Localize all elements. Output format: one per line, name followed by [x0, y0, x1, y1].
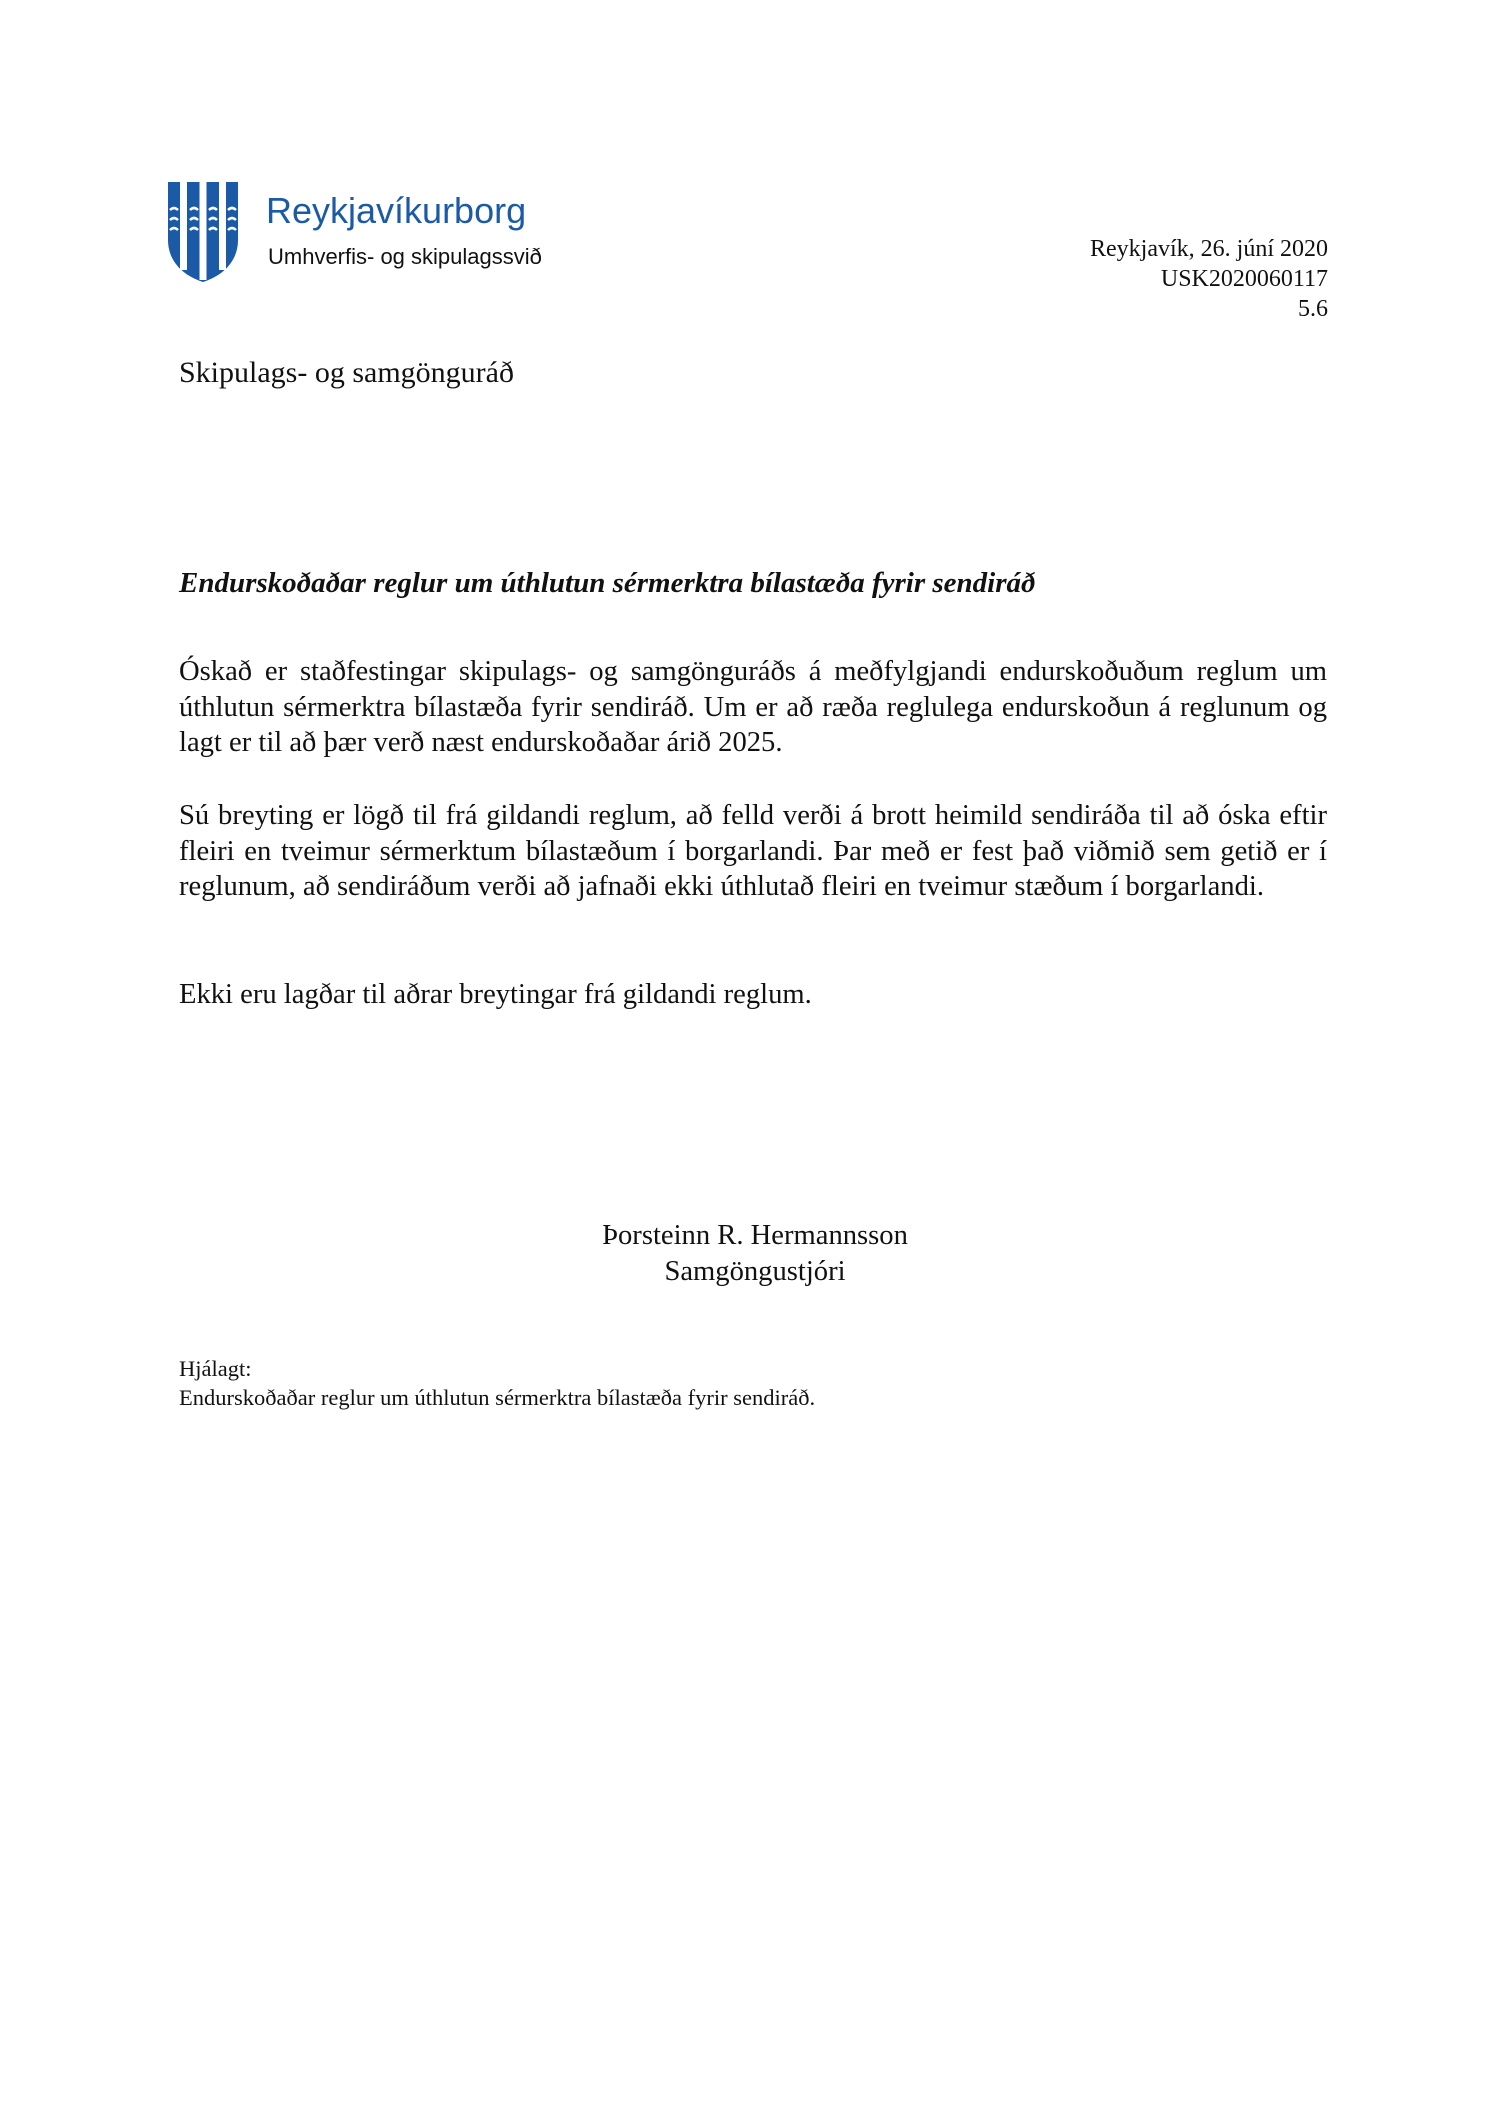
document-meta	[1090, 234, 1328, 324]
body-paragraph: Sú breyting er lögð til frá gildandi reglum, að felld verði á brott heimild sendiráða til að óska eftir fleiri en tveimur sérmerktum bílastæðum í borgarlandi. Þar með er fest það viðmið sem getið er í reglunum, að sendiráðum verði að jafnaði ekki úthlutað fleiri en tveimur stæðum í borgarlandi.	[179, 800, 1327, 902]
item-number: 5.6	[1298, 296, 1328, 322]
attachment-item: Endurskoðaðar reglur um úthlutun sérmerktra bílastæða fyrir sendiráð.	[179, 1385, 816, 1410]
place-date: Reykjavík, 26. júní 2020	[1090, 236, 1328, 262]
department-name: Umhverfis- og skipulagssvið	[268, 244, 542, 269]
signatory-name: Þorsteinn R. Hermannsson	[602, 1220, 908, 1251]
reykjavik-coat-of-arms-icon	[166, 180, 240, 284]
organization-name: Reykjavíkurborg	[266, 190, 527, 231]
subject-heading: Endurskoðaðar reglur um úthlutun sérmerktra bílastæða fyrir sendiráð	[179, 567, 1036, 599]
signatory-title: Samgöngustjóri	[664, 1256, 846, 1287]
attachments-label: Hjálagt:	[179, 1356, 252, 1381]
body-paragraph: Óskað er staðfestingar skipulags- og samgönguráðs á meðfylgjandi endurskoðuðum reglum um úthlutun sérmerktra bílastæða fyrir sendiráð. Um er að ræða reglulega endurskoðun á reglunum og lagt er til að þær verð næst endurskoðaðar árið 2025.	[179, 656, 1327, 758]
recipient: Skipulags- og samgönguráð	[179, 356, 514, 389]
body-paragraph: Ekki eru lagðar til aðrar breytingar frá gildandi reglum.	[179, 979, 812, 1010]
attachments	[179, 1354, 815, 1412]
case-number: USK2020060117	[1160, 266, 1328, 292]
